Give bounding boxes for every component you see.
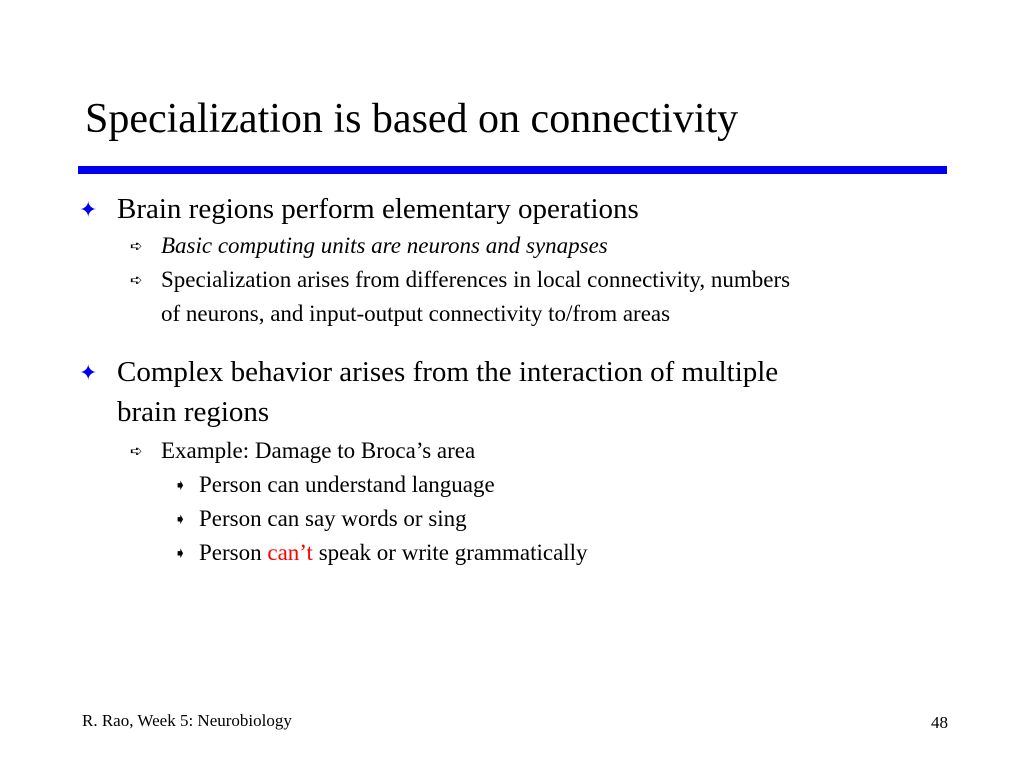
page-number: 48	[931, 713, 948, 732]
bullet-2-sub-sub-1-text: Person can understand language	[199, 472, 495, 497]
footer-author: R. Rao, Week 5: Neurobiology	[82, 711, 292, 730]
four-point-star-icon: ✦	[79, 361, 98, 386]
title-underline	[78, 166, 947, 174]
hollow-arrow-icon: ➪	[130, 442, 143, 460]
sub-sub-3-prefix: Person	[199, 540, 268, 565]
small-arrowhead-icon: ➧	[174, 544, 187, 562]
hollow-arrow-icon: ➪	[130, 237, 143, 255]
hollow-arrow-icon: ➪	[130, 271, 143, 289]
bullet-2-sub-sub-3-text	[199, 539, 588, 567]
small-arrowhead-icon: ➧	[174, 476, 187, 494]
bullet-2-sub-1-text: Example: Damage to Broca’s area	[161, 438, 476, 463]
bullet-1-sub-2-line-2: of neurons, and input-output connectivity to/from areas	[161, 301, 671, 326]
four-point-star-icon: ✦	[79, 198, 98, 223]
bullet-2-sub-sub-2-text: Person can say words or sing	[199, 506, 467, 531]
bullet-1-text: Brain regions perform elementary operations	[117, 193, 639, 225]
bullet-2-line-2: brain regions	[117, 396, 270, 428]
slide-title: Specialization is based on connectivity	[85, 96, 739, 142]
bullet-1-sub-1-text: Basic computing units are neurons and synapses	[161, 233, 608, 258]
bullet-1-sub-2-line-1: Specialization arises from differences in local connectivity, numbers	[161, 267, 791, 292]
small-arrowhead-icon: ➧	[174, 510, 187, 528]
highlighted-word: can’t	[267, 540, 313, 565]
bullet-2-line-1: Complex behavior arises from the interaction of multiple	[117, 356, 779, 388]
sub-sub-3-suffix: speak or write grammatically	[312, 540, 588, 565]
